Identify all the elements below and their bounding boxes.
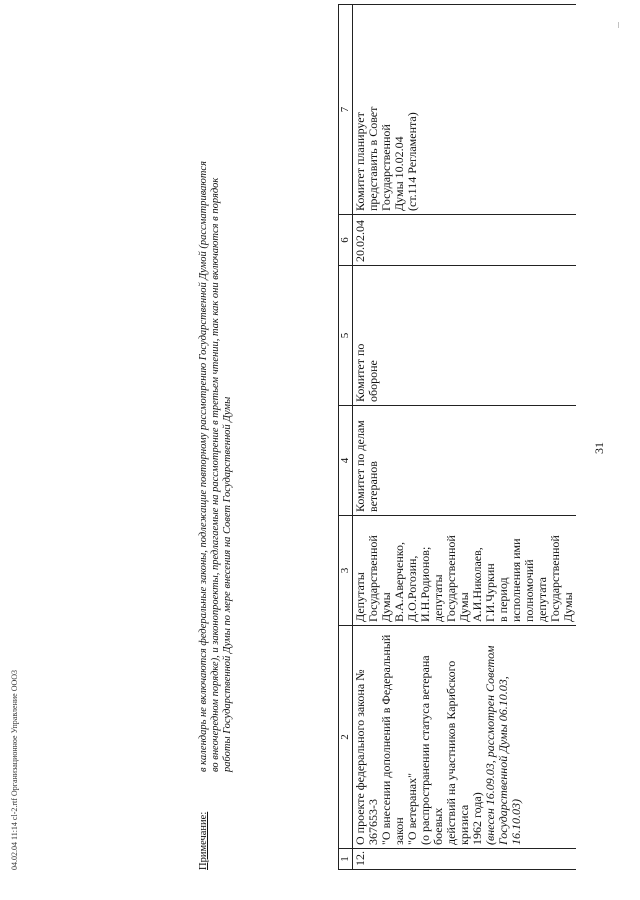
bill-title-line: "О ветеранах" bbox=[405, 772, 419, 845]
calendar-table bbox=[338, 4, 576, 870]
author-line: Думы bbox=[561, 592, 575, 622]
table-row bbox=[353, 5, 577, 870]
bill-title-line: 1962 года) bbox=[470, 792, 484, 845]
row-number: 12. bbox=[353, 849, 577, 870]
table-header-row bbox=[339, 5, 353, 870]
authors-cell bbox=[353, 516, 577, 626]
header-col-7: 7 bbox=[339, 5, 353, 215]
header-col-6: 6 bbox=[339, 215, 353, 266]
author-line: Государственной bbox=[548, 535, 562, 622]
header-col-4: 4 bbox=[339, 406, 353, 516]
committee-cell bbox=[353, 406, 577, 516]
author-line: Депутаты bbox=[353, 572, 367, 622]
co-committee-line: обороне bbox=[366, 360, 380, 402]
plan-line: (ст.114 Регламента) bbox=[405, 112, 419, 211]
bill-note-line: Государственной Думы 06.10.03, 16.10.03) bbox=[496, 676, 523, 845]
plan-line: Государственной bbox=[379, 124, 393, 211]
bill-title-line: О проекте федерального закона № 367653-3 bbox=[353, 669, 380, 845]
plan-cell bbox=[353, 5, 577, 215]
header-col-1: 1 bbox=[339, 849, 353, 870]
author-line: Д.О.Рогозин, bbox=[405, 555, 419, 622]
author-line: полномочий депутата bbox=[522, 559, 549, 622]
author-line: Г.И.Чуркин bbox=[483, 563, 497, 622]
author-line: исполнения ими bbox=[509, 538, 523, 622]
file-footer: 04.02.04 11:14 cl-2.rtf Организационное Управление ООО3 bbox=[10, 669, 19, 870]
footnote-label: Примечание: bbox=[198, 811, 209, 870]
author-line: Думы bbox=[379, 592, 393, 622]
date-cell: 20.02.04 bbox=[353, 215, 577, 266]
author-line: А.И.Николаев, bbox=[470, 547, 484, 622]
co-committee-line: Комитет по bbox=[353, 343, 367, 402]
co-committee-cell bbox=[353, 266, 577, 406]
committee-line: Комитет по делам bbox=[353, 420, 367, 512]
header-col-5: 5 bbox=[339, 266, 353, 406]
plan-line: Комитет планирует bbox=[353, 112, 367, 211]
author-line: Государственной bbox=[444, 535, 458, 622]
bill-title-line: (о распространении статуса ветерана боевых bbox=[418, 655, 445, 845]
plan-line: представить в Совет bbox=[366, 106, 380, 211]
committee-line: ветеранов bbox=[366, 461, 380, 512]
footnote-text: в календарь не включаются федеральные законы, подлежащие повторному рассмотрению Государственной Думой (рассматриваются во внеочередном порядке), и законопроекты, предлагаемые на рассмотрение в третьем чтении, так как они включаются в порядок работы Государственной Думы по мере внесения на Совет Государственной Думы bbox=[198, 161, 233, 772]
author-line: В.А.Аверченко, bbox=[392, 542, 406, 622]
bill-title-cell bbox=[353, 626, 577, 849]
page-number: 31 bbox=[592, 442, 606, 454]
author-line: И.Н.Родионов; bbox=[418, 546, 432, 622]
plan-line: Думы 10.02.04 bbox=[392, 136, 406, 211]
bill-title-line: "О внесении дополнений в Федеральный закон bbox=[379, 634, 406, 845]
corner-mark: ... bbox=[612, 22, 621, 28]
author-line: Думы bbox=[457, 592, 471, 622]
header-col-3: 3 bbox=[339, 516, 353, 626]
bill-title-line: действий на участников Карибского кризиса bbox=[444, 660, 471, 845]
author-line: Государственной bbox=[366, 535, 380, 622]
author-line: депутаты bbox=[431, 574, 445, 622]
header-col-2: 2 bbox=[339, 626, 353, 849]
bill-note-line: (внесен 16.09.03, рассмотрен Советом bbox=[483, 645, 497, 845]
author-line: в период bbox=[496, 577, 510, 622]
